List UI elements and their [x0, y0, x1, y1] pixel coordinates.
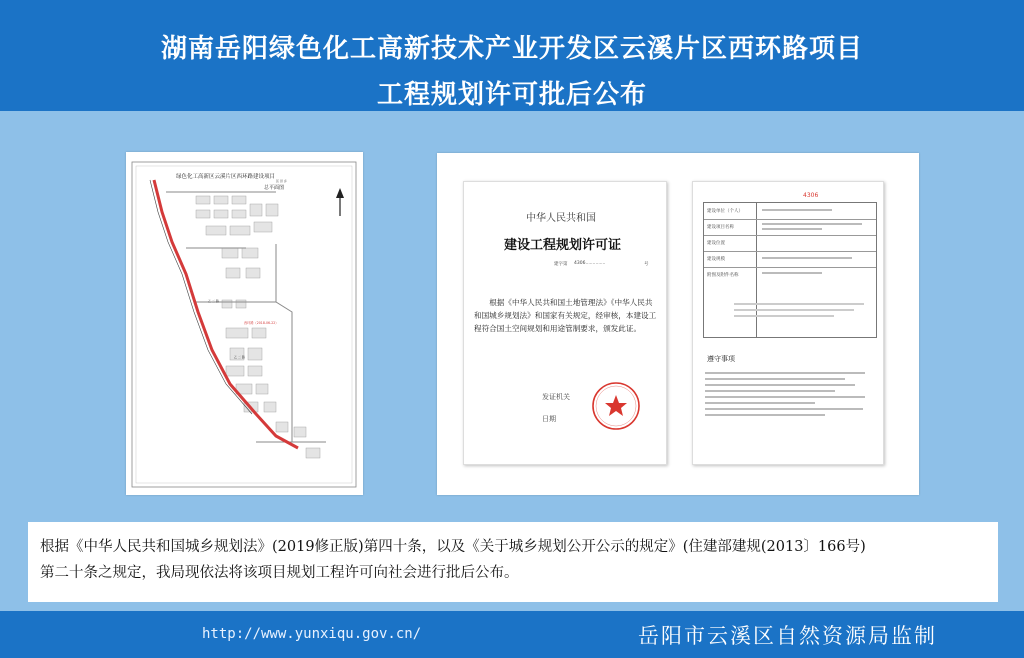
site-plan-map: [126, 152, 363, 495]
permit-title: 建设工程规划许可证: [504, 238, 622, 253]
permit-info-table: [703, 202, 877, 338]
website-link[interactable]: http://www.yunxiqu.gov.cn/: [202, 626, 422, 642]
permit-left-page: [463, 181, 667, 465]
permit-body-text: 根据《中华人民共和国土地管理法》《中华人民共和国城乡规划法》和国家有关规定，经审核，本建设工程符合国土空间规划和用途管制要求，颁发此证。: [474, 298, 657, 333]
site-plan-card[interactable]: [126, 152, 363, 495]
permit-issuer-label: 发证机关: [542, 393, 570, 401]
permit-cert-no-label: 建字第: [554, 262, 568, 267]
page-title-line1: 湖南岳阳绿色化工高新技术产业开发区云溪片区西环路项目: [160, 34, 863, 64]
permit-notice-lines: [705, 372, 873, 420]
permit-cert-no: 4306..............: [574, 261, 606, 266]
permit-row-label: 建设规模: [707, 257, 725, 262]
permit-date-label: 日期: [542, 415, 556, 423]
footer-bar: [0, 611, 1024, 658]
permit-row-label: 建设项目名称: [707, 225, 734, 230]
permit-row-label: 附图及附件名称: [707, 273, 739, 278]
notice-line2: 第二十条之规定，我局现依法将该项目规划工程许可向社会进行批后公布。: [40, 565, 519, 581]
svg-text:乙 二 路: 乙 二 路: [234, 355, 245, 359]
permit-notice-title: 遵守事项: [707, 355, 735, 363]
svg-text:西环路（2018-06-22）: 西环路（2018-06-22）: [244, 321, 279, 325]
site-plan-title: 绿色化工高新区云溪片区西环路建设项目: [176, 174, 276, 180]
notice-line1: 根据《中华人民共和国城乡规划法》(2019修正版)第四十条，以及《关于城乡规划公开公示的规定》(住建部建规(2013〕166号): [40, 539, 866, 555]
permit-right-code: 4306: [803, 192, 819, 199]
permit-row-label: 建设单位（个人）: [707, 209, 743, 214]
publication-notice-box: [28, 522, 998, 602]
permit-row-label: 建设位置: [707, 241, 725, 246]
permit-right-page: [692, 181, 884, 465]
svg-text:区 县 乡: 区 县 乡: [276, 179, 287, 183]
site-plan-legend: 总平面图: [264, 185, 285, 191]
permit-country: 中华人民共和国: [526, 213, 596, 224]
supervisor-label: 岳阳市云溪区自然资源局监制: [638, 624, 937, 648]
permit-cert-no-suffix: 号: [644, 262, 649, 267]
svg-text:乙 二 路: 乙 二 路: [208, 299, 219, 303]
page-title-line2: 工程规划许可批后公布: [376, 80, 647, 110]
header-banner: [0, 0, 1024, 111]
official-seal-stamp: [590, 380, 642, 432]
